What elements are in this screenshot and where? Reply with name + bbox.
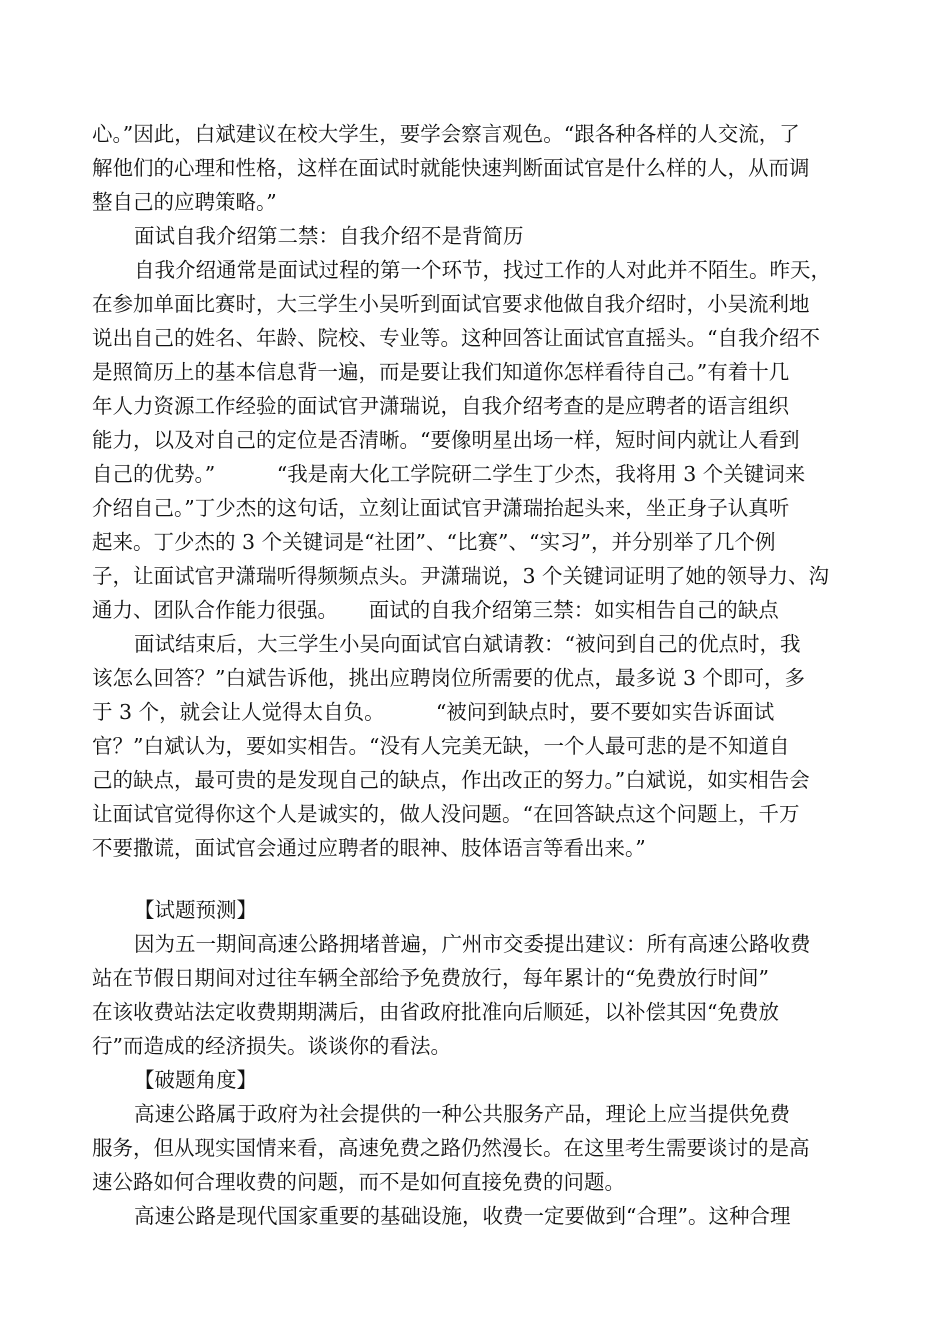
text-line: 站在节假日期间对过往车辆全部给予免费放行，每年累计的“免费放行时间” bbox=[92, 966, 769, 990]
text-line: 年人力资源工作经验的面试官尹潇瑞说，自我介绍考查的是应聘者的语言组织 bbox=[92, 394, 789, 418]
text-line: 于 3 个，就会让人觉得太自负。 “被问到缺点时，要不要如实告诉面试 bbox=[92, 700, 775, 724]
section-heading: 【试题预测】 bbox=[134, 898, 257, 922]
text-line: 通力、团队合作能力很强。 面试的自我介绍第三禁：如实相告自己的缺点 bbox=[92, 598, 779, 622]
text-line: 是照简历上的基本信息背一遍，而是要让我们知道你怎样看待自己。”有着十几 bbox=[92, 360, 790, 384]
text-line: 介绍自己。”丁少杰的这句话，立刻让面试官尹潇瑞抬起头来，坐正身子认真听 bbox=[92, 496, 790, 520]
text-line: 心。”因此，白斌建议在校大学生，要学会察言观色。“跟各种各样的人交流，了 bbox=[92, 122, 800, 146]
text-line: 自己的优势。” “我是南大化工学院研二学生丁少杰，我将用 3 个关键词来 bbox=[92, 462, 806, 486]
text-line: 解他们的心理和性格，这样在面试时就能快速判断面试官是什么样的人，从而调 bbox=[92, 156, 810, 180]
text-line: 面试结束后，大三学生小吴向面试官白斌请教：“被问到自己的优点时，我 bbox=[134, 632, 801, 656]
text-line: 该怎么回答？”白斌告诉他，挑出应聘岗位所需要的优点，最多说 3 个即可，多 bbox=[92, 666, 806, 690]
text-line: 在参加单面比赛时，大三学生小吴听到面试官要求他做自我介绍时，小吴流利地 bbox=[92, 292, 810, 316]
text-line: 子，让面试官尹潇瑞听得频频点头。尹潇瑞说，3 个关键词证明了她的领导力、沟 bbox=[92, 564, 830, 588]
text-line: 自我介绍通常是面试过程的第一个环节，找过工作的人对此并不陌生。昨天， bbox=[134, 258, 831, 282]
text-line: 让面试官觉得你这个人是诚实的，做人没问题。“在回答缺点这个问题上，千万 bbox=[92, 802, 800, 826]
text-line: 在该收费站法定收费期期满后，由省政府批准向后顺延，以补偿其因“免费放 bbox=[92, 1000, 779, 1024]
text-line: 速公路如何合理收费的问题，而不是如何直接免费的问题。 bbox=[92, 1170, 625, 1194]
text-line: 行”而造成的经济损失。谈谈你的看法。 bbox=[92, 1034, 451, 1058]
text-line: 服务，但从现实国情来看，高速免费之路仍然漫长。在这里考生需要谈讨的是高 bbox=[92, 1136, 810, 1160]
text-line: 己的缺点，最可贵的是发现自己的缺点，作出改正的努力。”白斌说，如实相告会 bbox=[92, 768, 810, 792]
section-heading: 面试自我介绍第二禁：自我介绍不是背简历 bbox=[134, 224, 524, 248]
text-line: 高速公路是现代国家重要的基础设施，收费一定要做到“合理”。这种合理 bbox=[134, 1204, 791, 1228]
text-line: 因为五一期间高速公路拥堵普遍，广州市交委提出建议：所有高速公路收费 bbox=[134, 932, 811, 956]
text-line: 不要撒谎，面试官会通过应聘者的眼神、肢体语言等看出来。” bbox=[92, 836, 646, 860]
text-line: 能力，以及对自己的定位是否清晰。“要像明星出场一样，短时间内就让人看到 bbox=[92, 428, 800, 452]
text-line: 整自己的应聘策略。” bbox=[92, 190, 277, 214]
text-line: 说出自己的姓名、年龄、院校、专业等。这种回答让面试官直摇头。“自我介绍不 bbox=[92, 326, 820, 350]
text-line: 官？”白斌认为，要如实相告。“没有人完美无缺，一个人最可悲的是不知道自 bbox=[92, 734, 790, 758]
text-line: 高速公路属于政府为社会提供的一种公共服务产品，理论上应当提供免费 bbox=[134, 1102, 790, 1126]
text-line: 起来。丁少杰的 3 个关键词是“社团”、“比赛”、“实习”，并分别举了几个例 bbox=[92, 530, 776, 554]
section-heading: 【破题角度】 bbox=[134, 1068, 257, 1092]
